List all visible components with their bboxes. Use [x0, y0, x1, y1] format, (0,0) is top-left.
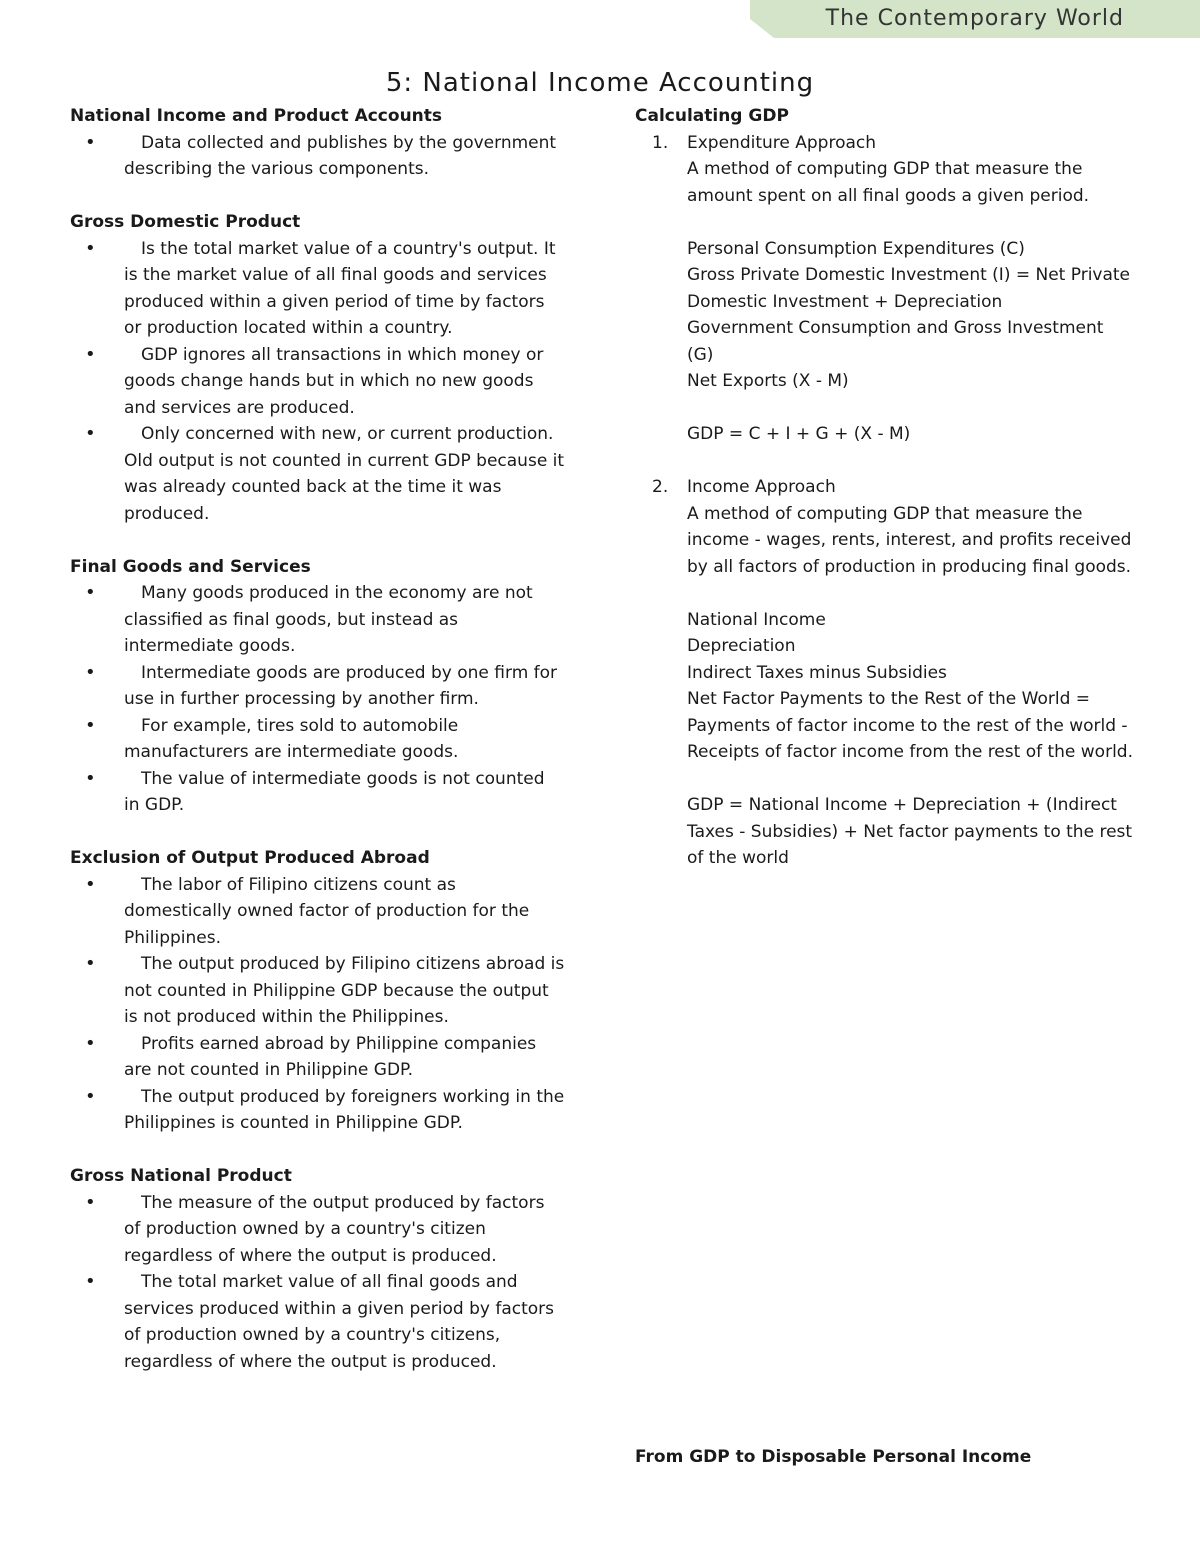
right-column [635, 103, 1135, 872]
component: Net Exports (X - M) [687, 371, 849, 391]
list-item: • The value of intermediate goods is not counted in GDP. [85, 767, 545, 815]
list-item: • Only concerned with new, or current production. Old output is not counted in current GDP because it was already counted back at the time it was produced. [85, 423, 565, 524]
component: Net Factor Payments to the Rest of the World = Payments of factor income to the rest of the world - Receipts of factor income from the rest of the world. [687, 689, 1133, 762]
item-definition: A method of computing GDP that measure the income - wages, rents, interest, and profits received by all factors of production in producing final goods. [687, 503, 1132, 577]
formula: GDP = C + I + G + (X - M) [687, 424, 911, 444]
section-heading: Final Goods and Services [70, 556, 311, 577]
section-final-goods [70, 554, 565, 819]
list-item: • The total market value of all final goods and services produced within a given period by factors of production owned by a country's citizens, regardless of where the output is produced. [85, 1271, 555, 1372]
item-title: Expenditure Approach [687, 132, 877, 153]
section-gross-domestic-product [70, 209, 565, 527]
left-column [70, 103, 565, 1375]
section-exclusion-output-abroad [70, 845, 565, 1137]
item-number: 2. [652, 477, 669, 497]
component: Depreciation [687, 636, 796, 656]
expenditure-approach [635, 130, 1135, 448]
list-item: • Many goods produced in the economy are not classified as final goods, but instead as intermediate goods. [85, 582, 533, 656]
section-heading: Gross National Product [70, 1166, 292, 1186]
section-heading: Calculating GDP [635, 106, 789, 126]
income-approach [635, 474, 1135, 872]
section-heading: Exclusion of Output Produced Abroad [70, 848, 430, 868]
list-item: • Profits earned abroad by Philippine companies are not counted in Philippine GDP. [85, 1032, 537, 1080]
section-national-income-accounts [70, 103, 565, 183]
component: Government Consumption and Gross Investment (G) [687, 318, 1104, 365]
component: Indirect Taxes minus Subsidies [687, 662, 947, 683]
item-title: Income Approach [687, 477, 836, 497]
list-item: • The output produced by foreigners working in the Philippines is counted in Philippine GDP. [85, 1085, 565, 1133]
component: Gross Private Domestic Investment (I) = Net Private Domestic Investment + Depreciation [687, 265, 1131, 312]
list-item: • The labor of Filipino citizens count as domestically owned factor of production for the Philippines. [85, 873, 530, 948]
section-gross-national-product [70, 1163, 565, 1375]
page-title: 5: National Income Accounting [385, 68, 815, 98]
list-item: • GDP ignores all transactions in which money or goods change hands but in which no new goods and services are produced. [85, 343, 544, 418]
list-item: • Data collected and publishes by the government describing the various components. [85, 131, 557, 179]
formula: GDP = National Income + Depreciation + (Indirect Taxes - Subsidies) + Net factor payments to the rest of the world [687, 795, 1133, 868]
item-number: 1. [652, 132, 669, 153]
list-item: • The measure of the output produced by factors of production owned by a country's citizen regardless of where the output is produced. [85, 1191, 545, 1266]
section-heading: Gross Domestic Product [70, 212, 301, 232]
list-item: • For example, tires sold to automobile manufacturers are intermediate goods. [85, 714, 459, 762]
list-item: • The output produced by Filipino citizens abroad is not counted in Philippine GDP because the output is not produced within the Philippines. [85, 953, 565, 1027]
list-item: • Is the total market value of a country's output. It is the market value of all final goods and services produced within a given period of time by factors or production located within a country. [85, 237, 556, 338]
component: Personal Consumption Expenditures (C) [687, 238, 1025, 259]
footer-heading: From GDP to Disposable Personal Income [635, 1447, 1032, 1467]
component: National Income [687, 609, 826, 630]
list-item: • Intermediate goods are produced by one firm for use in further processing by another firm. [85, 661, 558, 709]
item-definition: A method of computing GDP that measure the amount spent on all final goods a given period. [687, 159, 1090, 206]
section-heading: National Income and Product Accounts [70, 106, 443, 126]
course-title: The Contemporary World [825, 6, 1124, 31]
